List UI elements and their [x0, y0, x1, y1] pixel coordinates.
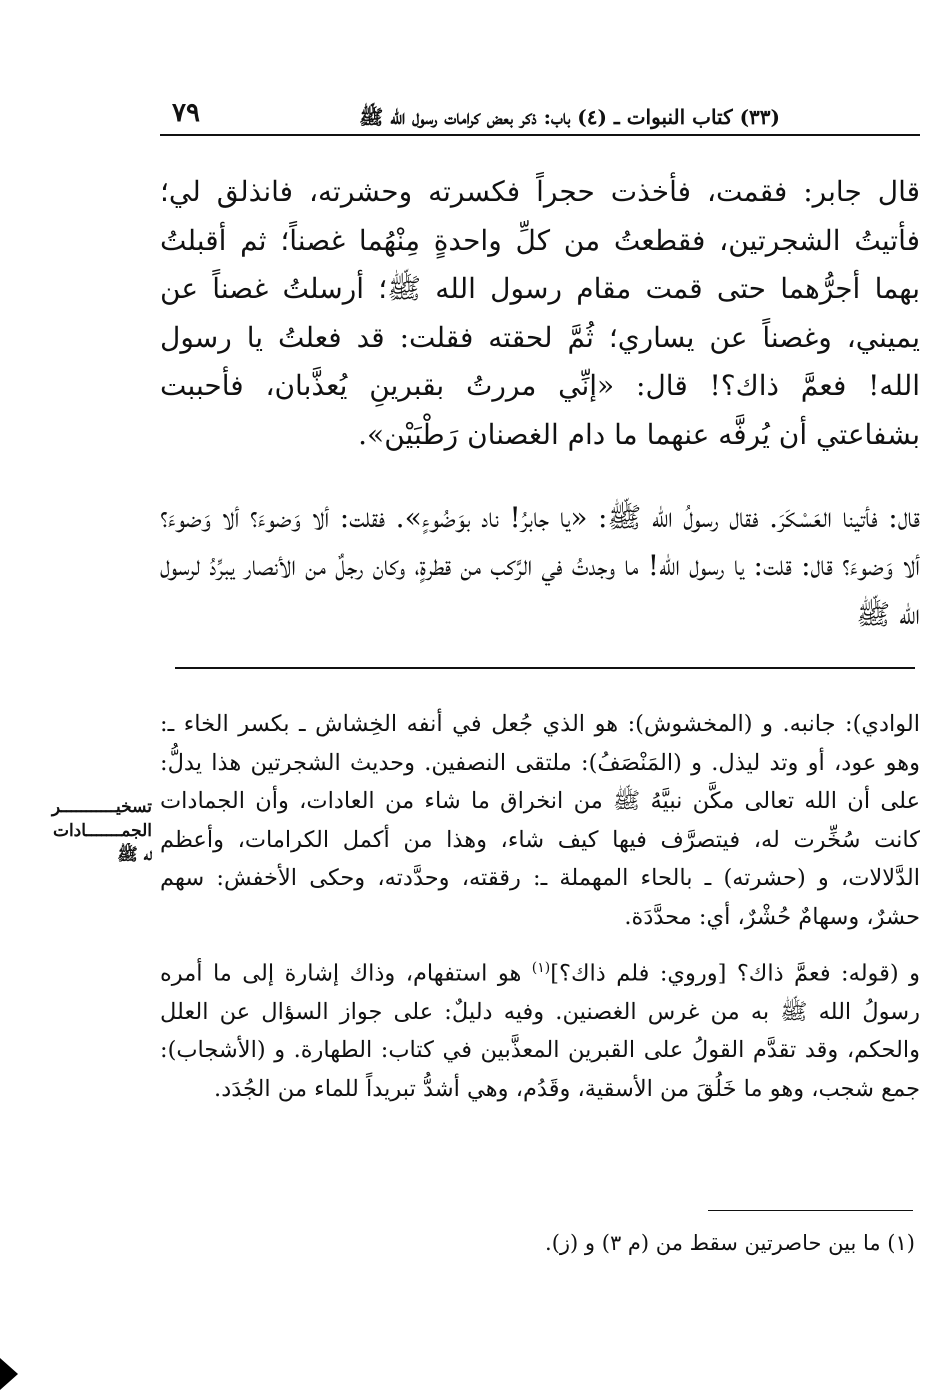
commentary-paragraph: الوادي): جانبه. و (المخشوش): هو الذي جُعل في أنفه الخِشاش ـ بكسر الخاء ـ: وهو عود، أو وتد ليذل. و (المَنْصَفُ): ملتقى النصفين. وحديث الشجرتين هذا يدلُّ: على أن الله تعالى مكَّن نبيَّهُ ﷺ من انخراق ما شاء من العادات، وأن الجمادات كانت سُخِّرت له، فيتصرَّف فيها كيف شاء، وهذا من أكمل الكرامات، وأعظم الدَّلالات، و (حشرته) ـ بالحاء المهملة ـ: رققته، وحدَّدته، وحكى الأخفش: سهم حشرٌ، وسهامٌ حُشْرٌ، أي: محدَّدَة.: [160, 711, 920, 930]
footnote: (١) ما بين حاصرتين سقط من (م ٣) و (ز).: [545, 1231, 915, 1255]
margin-heading: [12, 795, 152, 867]
margin-heading-line: تسخيـــــــــــر: [51, 797, 152, 817]
commentary-continuation: هو استفهام، وذاك إشارة إلى ما أمره رسولُ الله ﷺ به من غرس الغصنين. وفيه دليلٌ: على جواز السؤال عن العلل والحكم، وقد تقدَّم القولُ على القبرين المعذَّبين في كتاب: الطهارة. و (الأشجاب): جمع شجب، وهو ما خَلُقَ من الأسقية، وقَدُم، وهي أشدُّ تبريداً للماء من الجُدَد.: [160, 960, 920, 1102]
page-number: ٧٩: [172, 98, 200, 128]
main-text: [160, 168, 920, 639]
header-divider: [160, 134, 920, 136]
corner-triangle-mark: [0, 1358, 18, 1390]
margin-heading-line: له ﷺ: [117, 845, 152, 865]
running-header: [160, 100, 920, 134]
main-paragraph: قال: فأتينا العَسْكَرَ. فقال رسولُ الله ﷺ: «يا جابرُ! ناد بوَضُوءٍ». فقلت: ألا وَضوءَ؟ ألا وَضوءَ؟ ألا وَضوءَ؟ قال: قلت: يا رسول الله! ما وجدتُ في الرَّكب من قطرةٍ، وكان رجلٌ من الأنصار يبرِّدُ لرسول الله ﷺ: [160, 500, 920, 631]
commentary-paragraph: [160, 949, 920, 1109]
footnote-reference: (١): [531, 959, 551, 976]
main-paragraph: قال جابر: فقمت، فأخذت حجراً فكسرته وحشرته، فانذلق لي؛ فأتيتُ الشجرتين، فقطعتُ من كلِّ واحدةٍ مِنْهُما غصناً؛ ثم أقبلتُ بهما أجرُّهما حتى قمت مقام رسول الله ﷺ؛ أرسلتُ غصناً عن يميني، وغصناً عن يساري؛ ثُمَّ لحقته فقلت: قد فعلتُ يا رسول الله! فعمَّ ذاك؟! قال: «إنِّي مررتُ بقبرينِ يُعذَّبان، فأحببت بشفاعتي أن يُرفَّه عنهما ما دام الغصنان رَطْبَيْن».: [160, 175, 920, 451]
footnote-divider: [708, 1210, 913, 1211]
header-title: (٣٣) كتاب النبوات ـ (٤) باب: ذكر بعض كرامات رسول الله ﷺ: [359, 105, 780, 129]
commentary-divider: [175, 667, 915, 669]
commentary-text: [160, 705, 920, 1108]
commentary-quote: و (قوله: فعمَّ ذاك؟ [وروي: فلم ذاك؟]: [550, 960, 921, 987]
margin-heading-line: الجمـــــــادات: [52, 821, 152, 841]
